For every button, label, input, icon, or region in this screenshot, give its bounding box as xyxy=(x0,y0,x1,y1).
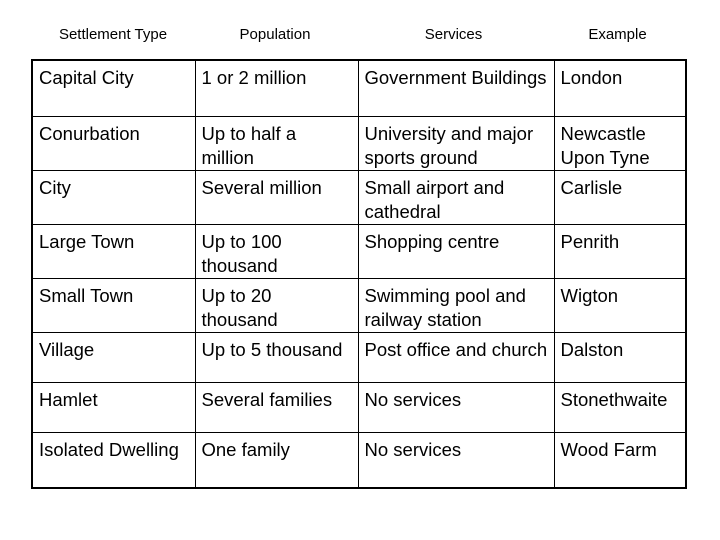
example-cell: Newcastle Upon Tyne xyxy=(554,116,686,170)
example-cell: Penrith xyxy=(554,224,686,278)
services-cell: Government Buildings xyxy=(358,60,554,116)
services-cell: No services xyxy=(358,382,554,432)
population-cell: Up to 5 thousand xyxy=(195,332,358,382)
population-cell: 1 or 2 million xyxy=(195,60,358,116)
example-cell: Carlisle xyxy=(554,170,686,224)
services-cell: Swimming pool and railway station xyxy=(358,278,554,332)
services-cell: Post office and church xyxy=(358,332,554,382)
population-cell: One family xyxy=(195,432,358,488)
header-example: Example xyxy=(588,26,647,43)
settlement-type-cell: Village xyxy=(32,332,195,382)
example-cell: Stonethwaite xyxy=(554,382,686,432)
population-cell: Up to half a million xyxy=(195,116,358,170)
header-services: Services xyxy=(424,26,483,43)
settlement-type-cell: Conurbation xyxy=(32,116,195,170)
services-cell: No services xyxy=(358,432,554,488)
table-row xyxy=(32,278,686,332)
table-row xyxy=(32,382,686,432)
services-cell: University and major sports ground xyxy=(358,116,554,170)
table-row xyxy=(32,332,686,382)
example-cell: Wigton xyxy=(554,278,686,332)
settlement-type-cell: Large Town xyxy=(32,224,195,278)
table-row xyxy=(32,116,686,170)
settlement-type-cell: Hamlet xyxy=(32,382,195,432)
example-cell: Dalston xyxy=(554,332,686,382)
settlement-type-cell: Capital City xyxy=(32,60,195,116)
services-cell: Small airport and cathedral xyxy=(358,170,554,224)
example-cell: London xyxy=(554,60,686,116)
example-cell: Wood Farm xyxy=(554,432,686,488)
population-cell: Several million xyxy=(195,170,358,224)
settlement-hierarchy-table xyxy=(31,59,687,489)
population-cell: Up to 20 thousand xyxy=(195,278,358,332)
header-population: Population xyxy=(239,26,311,43)
table-row xyxy=(32,60,686,116)
header-settlement-type: Settlement Type xyxy=(58,26,168,43)
population-cell: Several families xyxy=(195,382,358,432)
table-row xyxy=(32,170,686,224)
settlement-type-cell: City xyxy=(32,170,195,224)
table-row xyxy=(32,432,686,488)
services-cell: Shopping centre xyxy=(358,224,554,278)
settlement-type-cell: Isolated Dwelling xyxy=(32,432,195,488)
table-header-row xyxy=(0,0,720,60)
settlement-type-cell: Small Town xyxy=(32,278,195,332)
table-row xyxy=(32,224,686,278)
population-cell: Up to 100 thousand xyxy=(195,224,358,278)
